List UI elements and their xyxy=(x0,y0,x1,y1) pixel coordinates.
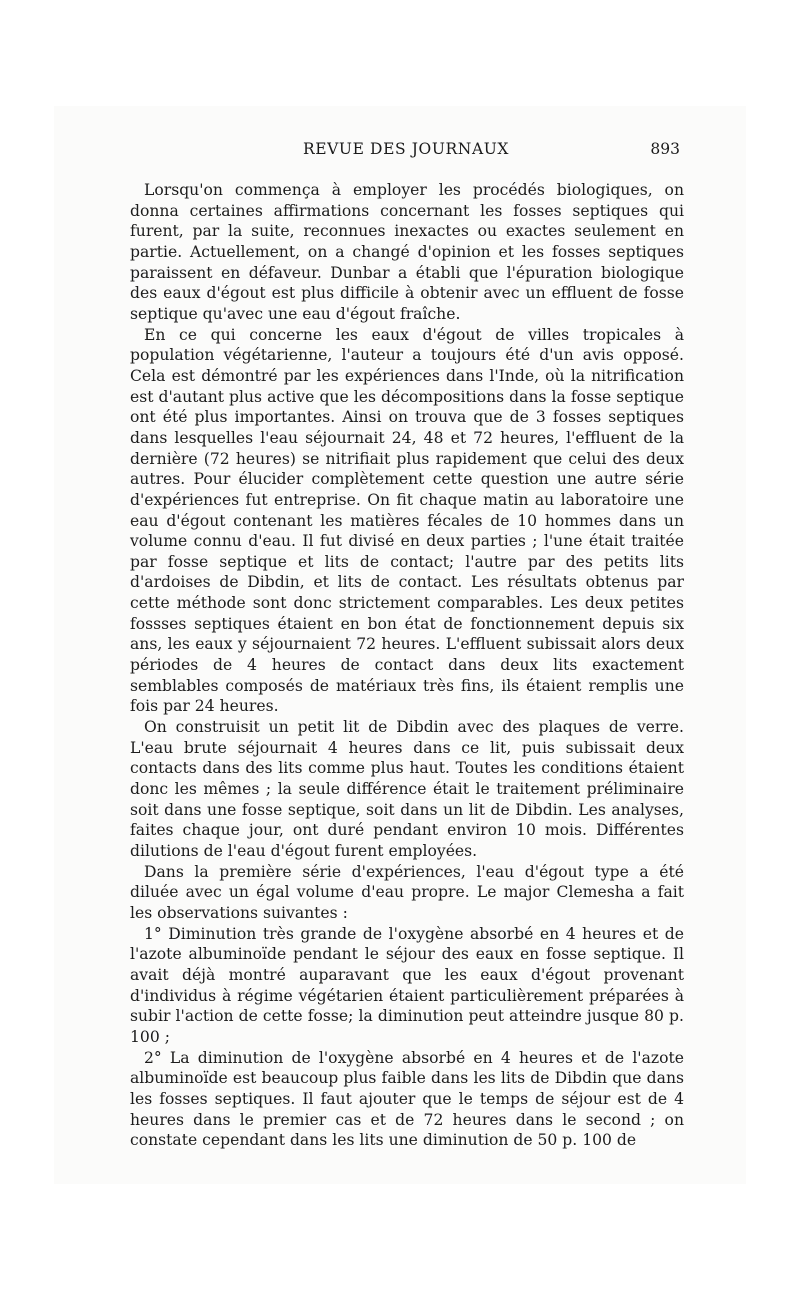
running-header xyxy=(132,140,680,168)
paragraph-5: 1° Diminution très grande de l'oxygène absorbé en 4 heures et de l'azote albuminoïde pendant le séjour des eaux en fosse septique. Il avait déjà montré auparavant que les eaux d'égout provenant d'individus à régime végétarien étaient particulièrement préparées à subir l'action de cette fosse; la diminution peut atteindre jusque 80 p. 100 ; xyxy=(130,924,684,1046)
page-number: 893 xyxy=(650,140,680,158)
paragraph-2: En ce qui concerne les eaux d'égout de villes tropicales à population végétarienne, l'auteur a toujours été d'un avis opposé. Cela est démontré par les expériences dans l'Inde, où la nitrification est d'autant plus active que les décompositions dans la fosse septique ont été plus importantes. Ainsi on trouva que de 3 fosses septiques dans lesquelles l'eau séjournait 24, 48 et 72 heures, l'effluent de la dernière (72 heures) se nitrifiait plus rapidement que celui des deux autres. Pour élucider complètement cette question une autre série d'expériences fut entreprise. On fit chaque matin au laboratoire une eau d'égout contenant les matières fécales de 10 hommes dans un volume connu d'eau. Il fut divisé en deux parties ; l'une était traitée par fosse septique et lits de contact; l'autre par des petits lits d'ardoises de Dibdin, et lits de contact. Les résultats obtenus par cette méthode sont donc strictement comparables. Les deux petites fossses septiques étaient en bon état de fonctionnement depuis six ans, les eaux y séjournaient 72 heures. L'effluent subissait alors deux périodes de 4 heures de contact dans deux lits exactement semblables composés de matériaux très fins, ils étaient remplis une fois par 24 heures. xyxy=(130,325,684,716)
paragraph-3: On construisit un petit lit de Dibdin avec des plaques de verre. L'eau brute séjournait 4 heures dans ce lit, puis subissait deux contacts dans des lits comme plus haut. Toutes les conditions étaient donc les mêmes ; la seule différence était le traitement préliminaire soit dans une fosse septique, soit dans un lit de Dibdin. Les analyses, faites chaque jour, ont duré pendant environ 10 mois. Différentes dilutions de l'eau d'égout furent employées. xyxy=(130,718,684,860)
paragraph-6: 2° La diminution de l'oxygène absorbé en 4 heures et de l'azote albuminoïde est beaucoup plus faible dans les lits de Dibdin que dans les fosses septiques. Il faut ajouter que le temps de séjour est de 4 heures dans le premier cas et de 72 heures dans le second ; on constate cependant dans les lits une diminution de 50 p. 100 de xyxy=(130,1048,684,1150)
paragraph-4: Dans la première série d'expériences, l'eau d'égout type a été diluée avec un égal volume d'eau propre. Le major Clemesha a fait les observations suivantes : xyxy=(130,862,684,922)
article-body xyxy=(130,180,684,1150)
running-title: REVUE DES JOURNAUX xyxy=(302,140,510,158)
paragraph-1: Lorsqu'on commença à employer les procédés biologiques, on donna certaines affirmations concernant les fosses septiques qui furent, par la suite, reconnues inexactes ou exactes seulement en partie. Actuellement, on a changé d'opinion et les fosses septiques paraissent en défaveur. Dunbar a établi que l'épuration biologique des eaux d'égout est plus difficile à obtenir avec un effluent de fosse septique qu'avec une eau d'égout fraîche. xyxy=(130,181,684,323)
